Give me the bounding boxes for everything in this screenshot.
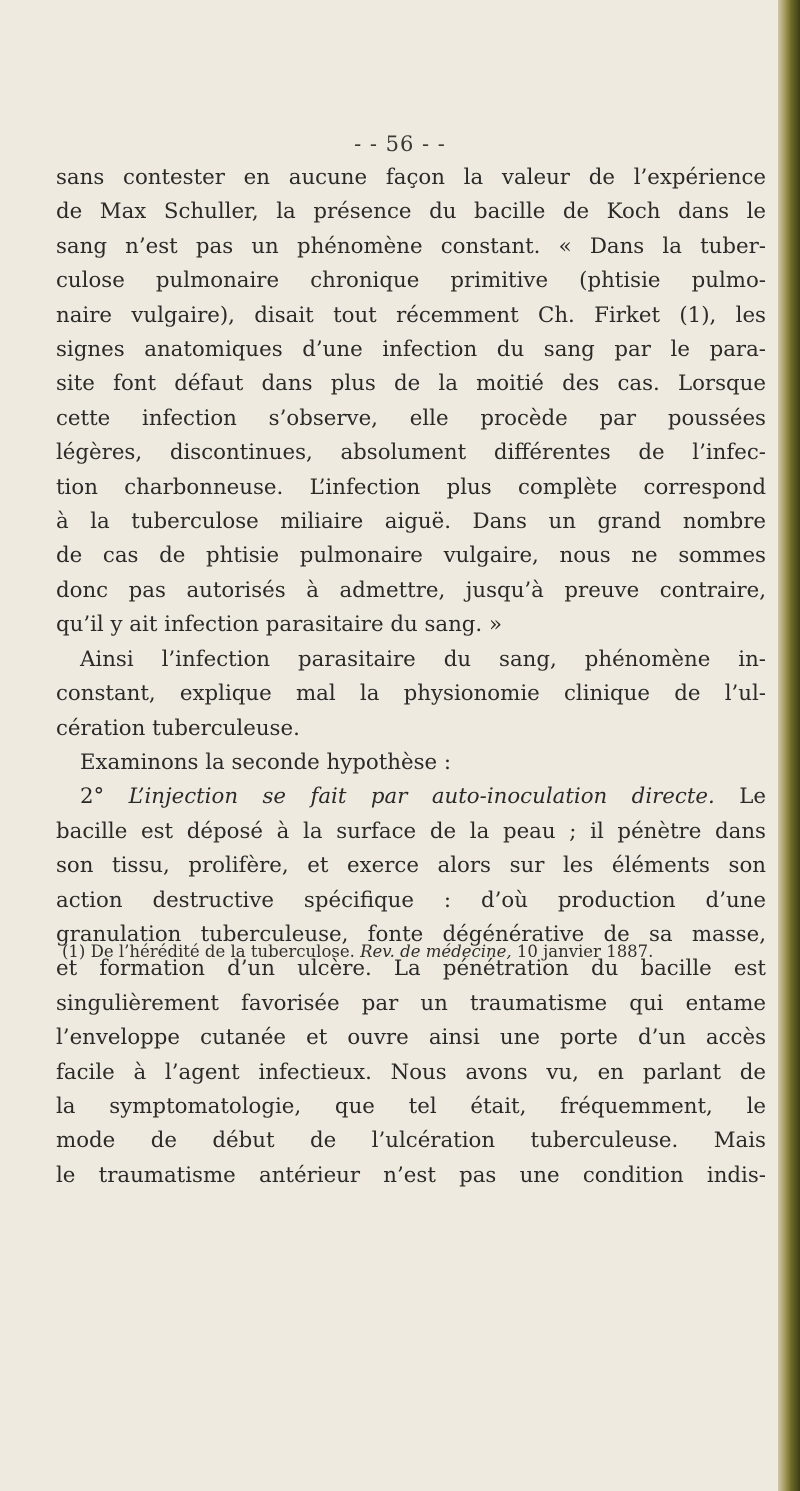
text-line: sans contester en aucune façon la valeur de l’expérience — [56, 165, 766, 190]
text-line: singulièrement favorisée par un traumatisme qui entame — [56, 990, 766, 1016]
text-line: la symptomatologie, que tel était, fréquemment, le — [56, 1093, 766, 1119]
text-line: tion charbonneuse. L’infection plus complète correspond — [56, 474, 766, 500]
text-line: site font défaut dans plus de la moitié des cas. Lorsque — [56, 371, 766, 397]
text-line: facile à l’agent infectieux. Nous avons vu, en parlant de — [56, 1059, 766, 1085]
text-line: naire vulgaire), disait tout récemment Ch. Firket (1), les — [56, 302, 766, 328]
section-heading: L’injection se fait par auto-inoculation directe. — [128, 784, 715, 810]
text-line: constant, explique mal la physionomie clinique de l’ul- — [56, 681, 766, 707]
text-line: à la tuberculose miliaire aiguë. Dans un grand nombre — [56, 509, 766, 535]
text-line: action destructive spécifique : d’où production d’une — [56, 887, 766, 913]
text-line: de cas de phtisie pulmonaire vulgaire, nous ne sommes — [56, 543, 766, 569]
section-number: 2° — [80, 784, 105, 810]
binding-edge — [778, 0, 800, 1491]
text-line: et formation d’un ulcère. La pénétration du bacille est — [56, 956, 766, 982]
text-line: culose pulmonaire chronique primitive (phtisie pulmo- — [56, 268, 766, 294]
text-line: qu’il y ait infection parasitaire du sang. » — [56, 612, 502, 638]
text-line: cette infection s’observe, elle procède par poussées — [56, 405, 766, 431]
text-line: donc pas autorisés à admettre, jusqu’à preuve contraire, — [56, 577, 766, 603]
footnote-journal: Rev. de médecine, — [360, 942, 512, 961]
text-line: sang n’est pas un phénomène constant. « Dans la tuber- — [56, 233, 766, 259]
text-line: bacille est déposé à la surface de la peau ; il pénètre dans — [56, 818, 766, 844]
page-number: - - 56 - - — [354, 132, 446, 156]
body-text — [56, 161, 766, 1193]
footnote — [62, 942, 762, 961]
text-line: Ainsi l’infection parasitaire du sang, phénomène in- — [80, 646, 766, 672]
text-line: légères, discontinues, absolument différentes de l’infec- — [56, 440, 766, 466]
text-line: Examinons la seconde hypothèse : — [80, 749, 452, 775]
text-line: mode de début de l’ulcération tuberculeuse. Mais — [56, 1128, 766, 1154]
text-line: de Max Schuller, la présence du bacille de Koch dans le — [56, 199, 766, 225]
footnote-date: 10 janvier 1887. — [516, 942, 654, 961]
text-line: son tissu, prolifère, et exerce alors sur les éléments son — [56, 853, 766, 879]
text-line: granulation tuberculeuse, fonte dégénérative de sa masse, — [56, 921, 766, 947]
text-line: signes anatomiques d’une infection du sang par le para- — [56, 337, 766, 363]
footnote-citation: (1) De l’hérédité de la tuberculose. — [62, 942, 355, 961]
section-heading-continuation: Le — [739, 784, 766, 810]
text-line: l’enveloppe cutanée et ouvre ainsi une porte d’un accès — [56, 1025, 766, 1051]
section-heading-line — [56, 780, 766, 814]
text-line: cération tuberculeuse. — [56, 715, 300, 741]
text-line: le traumatisme antérieur n’est pas une condition indis- — [56, 1162, 766, 1188]
